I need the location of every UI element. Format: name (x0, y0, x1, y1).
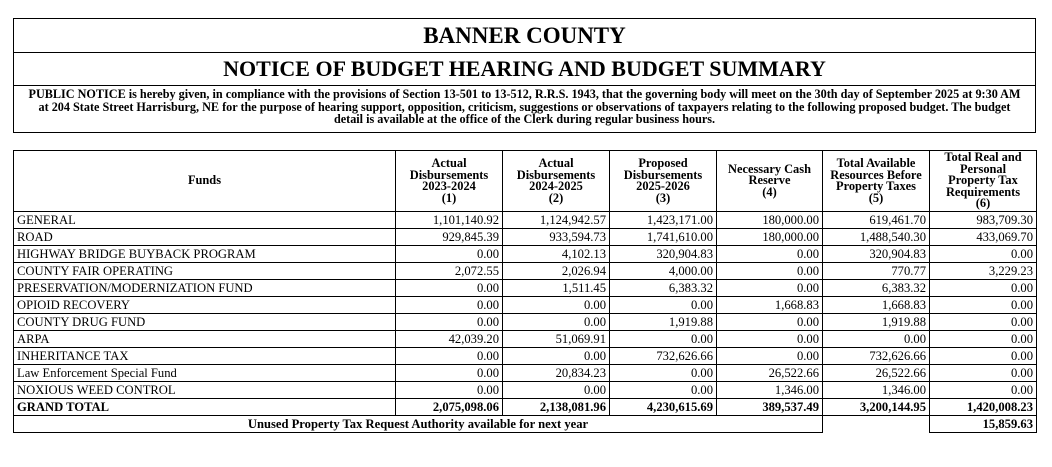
table-row (14, 263, 1037, 280)
actual-2023-2024: 1,101,140.92 (396, 212, 503, 229)
table-row (14, 280, 1037, 297)
table-row (14, 212, 1037, 229)
header-line: Proposed (638, 156, 688, 170)
fund-name: Law Enforcement Special Fund (14, 365, 396, 382)
header-line: Actual (431, 156, 467, 170)
table-row (14, 229, 1037, 246)
fund-name: COUNTY DRUG FUND (14, 314, 396, 331)
proposed-2025-2026: 320,904.83 (610, 246, 717, 263)
fund-name: HIGHWAY BRIDGE BUYBACK PROGRAM (14, 246, 396, 263)
grand-total-row (14, 399, 1037, 416)
actual-2023-2024: 0.00 (396, 348, 503, 365)
total-actual-2023-2024: 2,075,098.06 (396, 399, 503, 416)
notice-title: NOTICE OF BUDGET HEARING AND BUDGET SUMMARY (14, 53, 1035, 86)
actual-2023-2024: 0.00 (396, 297, 503, 314)
proposed-2025-2026: 1,423,171.00 (610, 212, 717, 229)
available-resources: 1,919.88 (823, 314, 930, 331)
tax-requirements: 3,229.23 (930, 263, 1037, 280)
unused-authority-row (14, 416, 1037, 433)
available-resources: 320,904.83 (823, 246, 930, 263)
header-line: Actual (538, 156, 574, 170)
cash-reserve: 180,000.00 (717, 212, 823, 229)
table-row (14, 314, 1037, 331)
proposed-2025-2026: 0.00 (610, 297, 717, 314)
header-line: Resources Before (830, 167, 922, 182)
table-row (14, 365, 1037, 382)
fund-name: NOXIOUS WEED CONTROL (14, 382, 396, 399)
fund-name: OPIOID RECOVERY (14, 297, 396, 314)
funds-header: Funds (14, 151, 396, 212)
actual-2023-2024: 42,039.20 (396, 331, 503, 348)
header-line: (3) (655, 190, 671, 205)
actual-2024-2025: 933,594.73 (503, 229, 610, 246)
actual-2023-2024: 0.00 (396, 246, 503, 263)
actual-2023-2024: 0.00 (396, 280, 503, 297)
actual-2024-2025: 1,511.45 (503, 280, 610, 297)
header-line: Property Taxes (836, 179, 916, 193)
tax-requirements: 0.00 (930, 297, 1037, 314)
header-line: Total Available (836, 156, 916, 170)
public-notice-text: PUBLIC NOTICE is hereby given, in compliance with the provisions of Section 13-501 to 13-512, R.R.S. 1943, that the governing body will meet on the 30th day of September 2025 at 9:30 AM at 204 State Street Harrisburg, NE for the purpose of hearing support, opposition, criticism, suggestions or observations of taxpayers relating to the following proposed budget. The budget detail is available at the office of the Clerk during regular business hours. (28, 87, 1021, 127)
available-resources: 770.77 (823, 263, 930, 280)
header-line: Disbursements (623, 167, 703, 182)
actual-2023-2024: 929,845.39 (396, 229, 503, 246)
available-resources: 1,488,540.30 (823, 229, 930, 246)
proposed-2025-2026: 1,741,610.00 (610, 229, 717, 246)
proposed-2025-2026: 732,626.66 (610, 348, 717, 365)
col-5-header (823, 151, 930, 212)
table-row (14, 331, 1037, 348)
col-4-header (717, 151, 823, 212)
header-line: Disbursements (409, 167, 489, 182)
tax-requirements: 0.00 (930, 314, 1037, 331)
header-line: (6) (975, 196, 991, 211)
cash-reserve: 0.00 (717, 331, 823, 348)
available-resources: 619,461.70 (823, 212, 930, 229)
available-resources: 26,522.66 (823, 365, 930, 382)
available-resources: 6,383.32 (823, 280, 930, 297)
fund-name: ARPA (14, 331, 396, 348)
header-line: Property Tax (948, 173, 1018, 188)
proposed-2025-2026: 1,919.88 (610, 314, 717, 331)
proposed-2025-2026: 4,000.00 (610, 263, 717, 280)
actual-2024-2025: 1,124,942.57 (503, 212, 610, 229)
header-line: Necessary Cash (728, 161, 811, 176)
fund-name: ROAD (14, 229, 396, 246)
tax-requirements: 0.00 (930, 246, 1037, 263)
actual-2024-2025: 0.00 (503, 314, 610, 331)
proposed-2025-2026: 0.00 (610, 331, 717, 348)
tax-requirements: 0.00 (930, 348, 1037, 365)
table-row (14, 297, 1037, 314)
county-name: BANNER COUNTY (14, 19, 1035, 53)
col-1-header (396, 151, 503, 212)
cash-reserve: 0.00 (717, 314, 823, 331)
actual-2023-2024: 0.00 (396, 314, 503, 331)
proposed-2025-2026: 0.00 (610, 382, 717, 399)
header-line: Total Real and (944, 150, 1022, 165)
available-resources: 732,626.66 (823, 348, 930, 365)
col-3-header (610, 151, 717, 212)
tax-requirements: 433,069.70 (930, 229, 1037, 246)
actual-2023-2024: 0.00 (396, 365, 503, 382)
fund-name: GENERAL (14, 212, 396, 229)
actual-2024-2025: 0.00 (503, 348, 610, 365)
col-6-header (930, 151, 1037, 212)
blank-cell (823, 416, 930, 433)
table-row (14, 382, 1037, 399)
header-line: 2023-2024 (422, 179, 476, 193)
total-tax-requirements: 1,420,008.23 (930, 399, 1037, 416)
actual-2024-2025: 4,102.13 (503, 246, 610, 263)
available-resources: 1,346.00 (823, 382, 930, 399)
cash-reserve: 0.00 (717, 348, 823, 365)
actual-2023-2024: 2,072.55 (396, 263, 503, 280)
actual-2024-2025: 0.00 (503, 297, 610, 314)
header-line: Disbursements (516, 167, 596, 182)
actual-2024-2025: 51,069.91 (503, 331, 610, 348)
header-line: (2) (548, 190, 564, 205)
budget-summary-table (13, 150, 1037, 433)
header-line: Personal (959, 161, 1007, 176)
header-row (14, 151, 1037, 212)
header-line: 2024-2025 (529, 179, 583, 193)
tax-requirements: 0.00 (930, 280, 1037, 297)
header-line: 2025-2026 (636, 179, 690, 193)
fund-name: INHERITANCE TAX (14, 348, 396, 365)
cash-reserve: 0.00 (717, 280, 823, 297)
unused-authority-label: Unused Property Tax Request Authority available for next year (14, 416, 823, 433)
header-line: Requirements (945, 184, 1021, 199)
notice-header (13, 18, 1036, 133)
total-available-resources: 3,200,144.95 (823, 399, 930, 416)
tax-requirements: 0.00 (930, 382, 1037, 399)
cash-reserve: 26,522.66 (717, 365, 823, 382)
tax-requirements: 983,709.30 (930, 212, 1037, 229)
total-actual-2024-2025: 2,138,081.96 (503, 399, 610, 416)
tax-requirements: 0.00 (930, 331, 1037, 348)
tax-requirements: 0.00 (930, 365, 1037, 382)
total-proposed-2025-2026: 4,230,615.69 (610, 399, 717, 416)
header-line: (4) (762, 184, 777, 199)
grand-total-label: GRAND TOTAL (14, 399, 396, 416)
table-row (14, 348, 1037, 365)
cash-reserve: 0.00 (717, 263, 823, 280)
header-line: Reserve (748, 173, 791, 188)
cash-reserve: 1,668.83 (717, 297, 823, 314)
actual-2024-2025: 0.00 (503, 382, 610, 399)
cash-reserve: 0.00 (717, 246, 823, 263)
header-line: (5) (868, 190, 884, 205)
available-resources: 0.00 (823, 331, 930, 348)
proposed-2025-2026: 6,383.32 (610, 280, 717, 297)
actual-2024-2025: 2,026.94 (503, 263, 610, 280)
actual-2023-2024: 0.00 (396, 382, 503, 399)
unused-authority-value: 15,859.63 (930, 416, 1037, 433)
fund-name: COUNTY FAIR OPERATING (14, 263, 396, 280)
cash-reserve: 180,000.00 (717, 229, 823, 246)
fund-name: PRESERVATION/MODERNIZATION FUND (14, 280, 396, 297)
table-row (14, 246, 1037, 263)
actual-2024-2025: 20,834.23 (503, 365, 610, 382)
total-cash-reserve: 389,537.49 (717, 399, 823, 416)
proposed-2025-2026: 0.00 (610, 365, 717, 382)
header-line: (1) (441, 190, 457, 205)
cash-reserve: 1,346.00 (717, 382, 823, 399)
available-resources: 1,668.83 (823, 297, 930, 314)
col-2-header (503, 151, 610, 212)
